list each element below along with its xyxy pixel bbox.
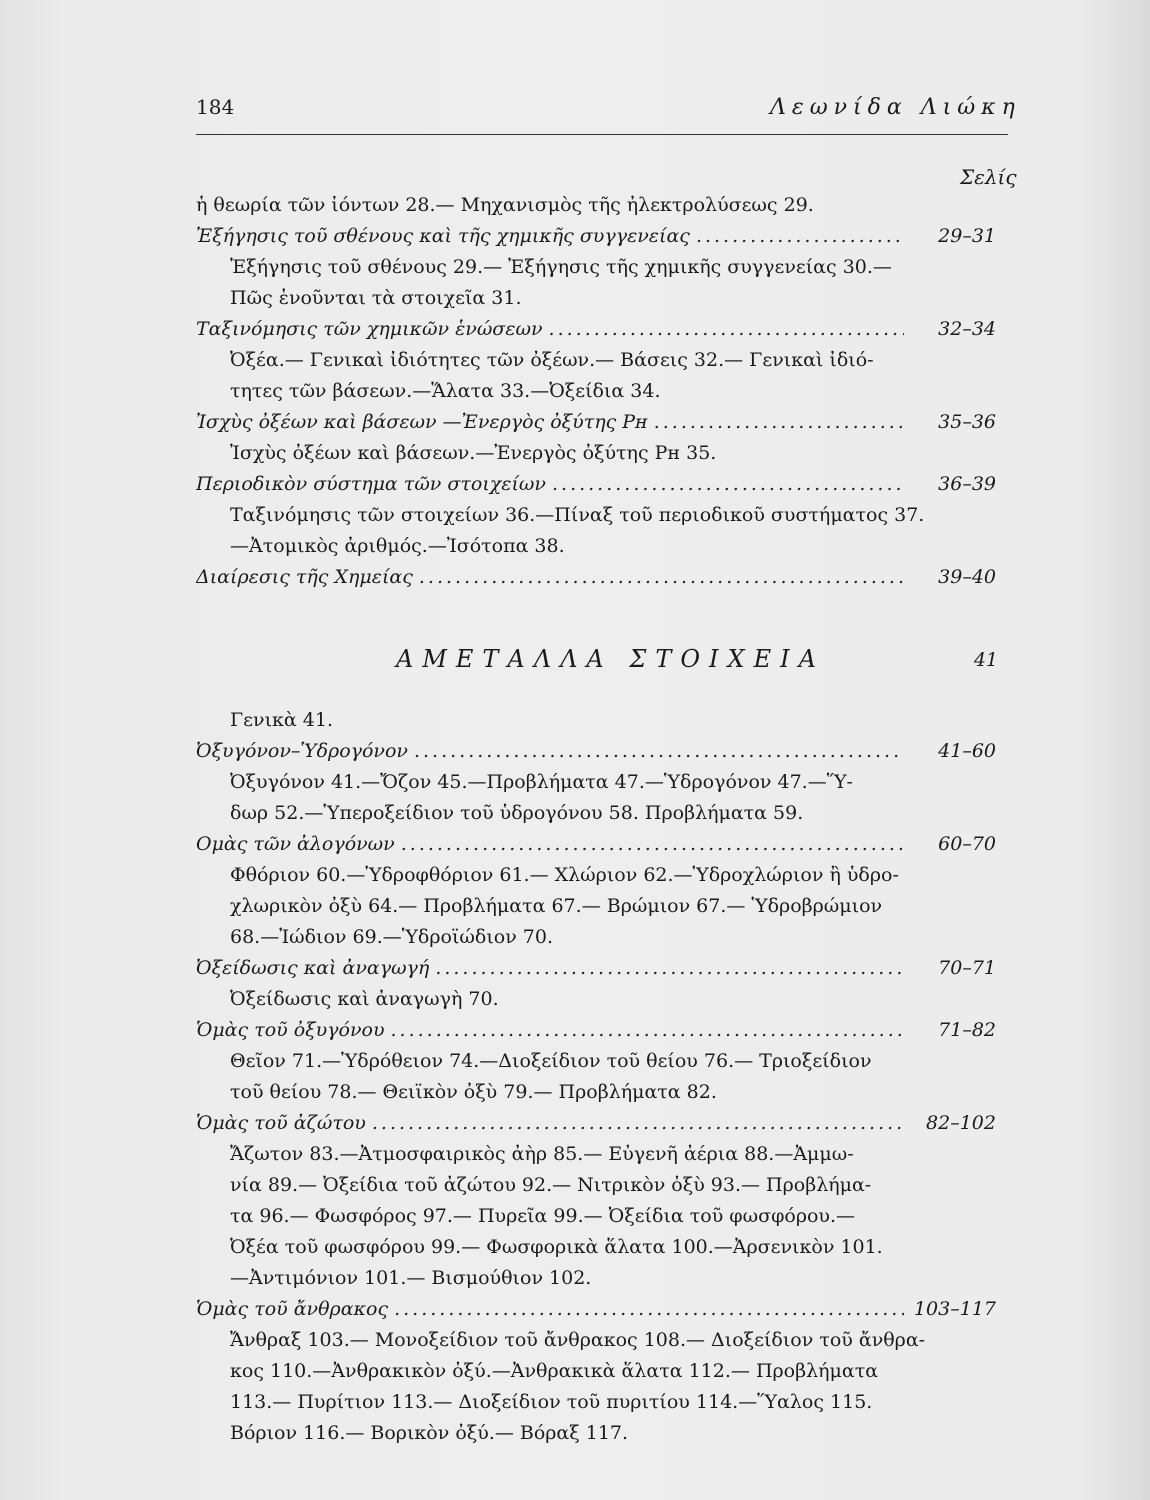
- toc-entry-description: Ὀξέα.— Γενικαὶ ἰδιότητες τῶν ὀξέων.— Βάσεις 32.— Γενικαὶ ἰδιό-: [230, 349, 874, 371]
- running-head: Λεωνίδα Λιώκη: [770, 95, 1021, 120]
- toc-heading-title: Ομὰς τῶν ἀλογόνων: [196, 833, 395, 855]
- toc-page-range: 70–71: [938, 957, 996, 979]
- toc-page-range: 71–82: [938, 1019, 996, 1041]
- toc-entry-heading: [196, 314, 1008, 345]
- toc-entry-description: —Ἀντιμόνιον 101.— Βισμούθιον 102.: [230, 1267, 592, 1289]
- toc-heading-title: Ἰσχὺς ὀξέων καὶ βάσεων —Ἐνεργὸς ὀξύτης Pʜ: [196, 411, 648, 433]
- toc-entry-heading: [196, 407, 1008, 438]
- toc-entry-description: Ὀξυγόνον 41.—Ὄζον 45.—Προβλήματα 47.—Ὑδρογόνον 47.—Ὕ-: [230, 771, 853, 793]
- dot-leader: [394, 1294, 904, 1325]
- toc-page-range: 29–31: [938, 225, 996, 247]
- toc-entry-description: τοῦ θείου 78.— Θειϊκὸν ὀξὺ 79.— Προβλήματα 82.: [230, 1081, 717, 1103]
- toc-entry-heading: [196, 221, 1008, 252]
- toc-entry-description: Βόριον 116.— Βορικὸν ὀξύ.— Βόραξ 117.: [230, 1422, 629, 1444]
- toc-heading-title: Ὁμὰς τοῦ ἀζώτου: [196, 1112, 366, 1134]
- dot-leader: [391, 1015, 904, 1046]
- toc-group-after-section: [196, 705, 1008, 1449]
- dot-leader: [552, 469, 904, 500]
- dot-leader: [696, 221, 904, 252]
- toc-entry-description: Ἰσχὺς ὀξέων καὶ βάσεων.—Ἐνεργὸς ὀξύτης Pʜ 35.: [230, 442, 717, 464]
- dot-leader: [654, 407, 904, 438]
- dot-leader: [401, 829, 904, 860]
- toc-heading-title: Ὀξείδωσις καὶ ἀναγωγή: [196, 957, 430, 979]
- toc-entry-description: χλωρικὸν ὀξὺ 64.— Προβλήματα 67.— Βρώμιον 67.— Ὑδροβρώμιον: [230, 895, 883, 917]
- toc-entry-description: κος 110.—Ἀνθρακικὸν ὀξύ.—Ἀνθρακικὰ ἅλατα 112.— Προβλήματα: [230, 1360, 879, 1382]
- toc-entry-description: Ταξινόμησις τῶν στοιχείων 36.—Πίναξ τοῦ περιοδικοῦ συστήματος 37.: [230, 504, 925, 526]
- toc-entry-description: Ὀξέα τοῦ φωσφόρου 99.— Φωσφορικὰ ἅλατα 100.—Ἀρσενικὸν 101.: [230, 1236, 883, 1258]
- toc-entry-description: Φθόριον 60.—Ὑδροφθόριον 61.— Χλώριον 62.—Ὑδροχλώριον ἢ ὑδρο-: [230, 864, 899, 886]
- toc-entry-heading: [196, 1015, 1008, 1046]
- toc-entry-description: Πῶς ἑνοῦνται τὰ στοιχεῖα 31.: [230, 287, 522, 309]
- dot-leader: [419, 562, 904, 593]
- toc-entry-heading: [196, 562, 1008, 593]
- toc-heading-title: Ἐξήγησις τοῦ σθένους καὶ τῆς χημικῆς συγγενείας: [196, 225, 690, 247]
- page-number: 184: [196, 95, 235, 119]
- toc-entry-description: Ἄζωτον 83.—Ἀτμοσφαιρικὸς ἀὴρ 85.— Εὐγενῆ ἀέρια 88.—Ἀμμω-: [230, 1143, 854, 1165]
- toc-heading-title: Ὀξυγόνον–Ὑδρογόνον: [196, 740, 408, 762]
- toc-entry-description: τητες τῶν βάσεων.—Ἅλατα 33.—Ὀξείδια 34.: [230, 380, 661, 402]
- toc-page-range: 35–36: [938, 411, 996, 433]
- toc-entry-description: νία 89.— Ὀξείδια τοῦ ἀζώτου 92.— Νιτρικὸν ὀξὺ 93.— Προβλήμα-: [230, 1174, 872, 1196]
- section-page: 41: [973, 649, 998, 671]
- dot-leader: [372, 1108, 904, 1139]
- toc-entry-heading: [196, 953, 1008, 984]
- dot-leader: [435, 953, 904, 984]
- toc-page-range: 39–40: [938, 566, 996, 588]
- toc-page-range: 36–39: [938, 473, 996, 495]
- toc-page-range: 82–102: [926, 1112, 996, 1134]
- toc-entry-description: δωρ 52.—Ὑπεροξείδιον τοῦ ὑδρογόνου 58. Προβλήματα 59.: [230, 802, 804, 824]
- toc-entry-heading: [196, 1294, 1008, 1325]
- dot-leader: [549, 314, 904, 345]
- toc-entry-heading: [196, 1108, 1008, 1139]
- toc-entry-description: τα 96.— Φωσφόρος 97.— Πυρεῖα 99.— Ὀξείδια τοῦ φωσφόρου.—: [230, 1205, 856, 1227]
- toc-entry-description: 113.— Πυρίτιον 113.— Διοξείδιον τοῦ πυριτίου 114.—Ὕαλος 115.: [230, 1391, 873, 1413]
- header-rule: [196, 134, 1008, 135]
- toc-heading-title: Διαίρεσις τῆς Χημείας: [196, 566, 413, 588]
- toc-entry-heading: [196, 736, 1008, 767]
- toc-page-range: 103–117: [913, 1298, 996, 1320]
- page-column-label: Σελίς: [960, 165, 1017, 189]
- toc-entry-description: —Ἀτομικὸς ἀριθμός.—Ἰσότοπα 38.: [230, 535, 565, 557]
- toc-heading-title: Ὁμὰς τοῦ ἄνθρακος: [196, 1298, 389, 1320]
- toc-heading-title: Ὁμὰς τοῦ ὀξυγόνου: [196, 1019, 385, 1041]
- toc-heading-title: Περιοδικὸν σύστημα τῶν στοιχείων: [196, 473, 546, 495]
- toc-page-range: 32–34: [938, 318, 996, 340]
- toc-entry-description: 68.—Ἰώδιον 69.—Ὑδροϊώδιον 70.: [230, 926, 554, 948]
- section-heading: [196, 635, 1008, 695]
- section-title: ΑΜΕΤΑΛΛΑ ΣΤΟΙΧΕΙΑ: [396, 645, 825, 673]
- toc-entry-description: Θεῖον 71.—Ὑδρόθειον 74.—Διοξείδιον τοῦ θείου 76.— Τριοξείδιον: [230, 1050, 872, 1072]
- toc-entry-heading: [196, 469, 1008, 500]
- toc-entry-description: Ἄνθραξ 103.— Μονοξείδιον τοῦ ἄνθρακος 108.— Διοξείδιον τοῦ ἄνθρα-: [230, 1329, 926, 1351]
- toc-entry-description: ἡ θεωρία τῶν ἰόντων 28.— Μηχανισμὸς τῆς ἠλεκτρολύσεως 29.: [196, 194, 814, 216]
- toc-entry-description: Ἐξήγησις τοῦ σθένους 29.— Ἐξήγησις τῆς χημικῆς συγγενείας 30.—: [230, 256, 892, 278]
- toc-group-before-section: [196, 190, 1008, 593]
- dot-leader: [414, 736, 904, 767]
- toc-page-range: 60–70: [938, 833, 996, 855]
- toc-entry-description: Γενικὰ 41.: [230, 709, 333, 731]
- toc-heading-title: Ταξινόμησις τῶν χημικῶν ἑνώσεων: [196, 318, 543, 340]
- toc-entry-heading: [196, 829, 1008, 860]
- table-of-contents: [196, 190, 1008, 1449]
- toc-entry-description: Ὀξείδωσις καὶ ἀναγωγὴ 70.: [230, 988, 499, 1010]
- toc-page-range: 41–60: [938, 740, 996, 762]
